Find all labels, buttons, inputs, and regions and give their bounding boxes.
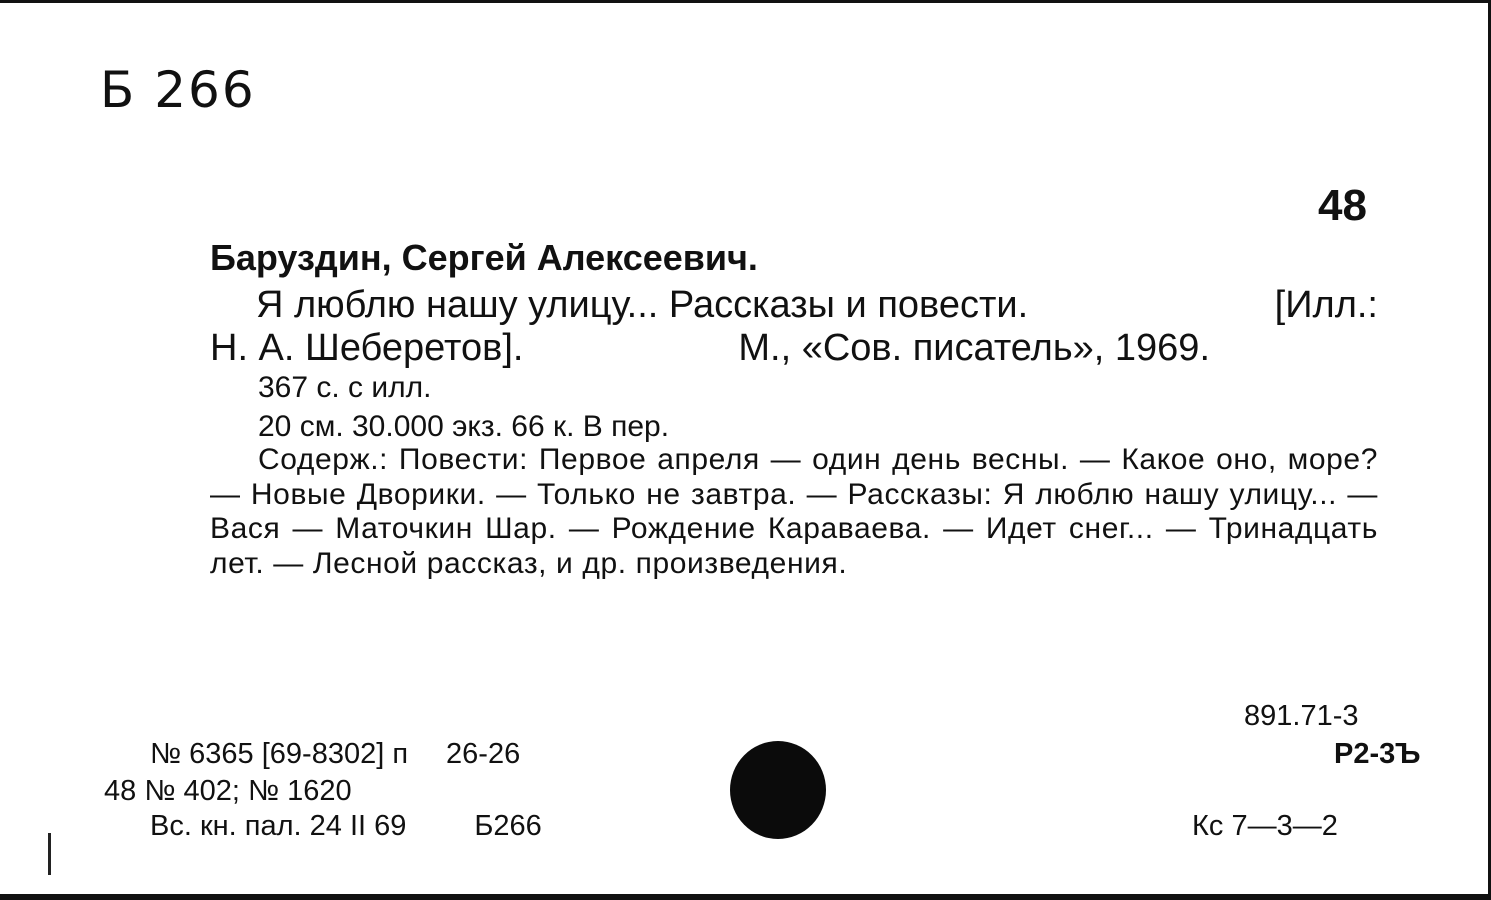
footer-copies-line: 48 № 402; № 1620: [104, 775, 352, 807]
author-heading: Баруздин, Сергей Алексеевич.: [210, 237, 758, 278]
chamber-code: Б266: [474, 810, 542, 842]
illustrator-name: Н. А. Шеберетов].: [210, 327, 524, 369]
contents-note: Содерж.: Повести: Первое апреля — один день весны. — Какое оно, море? — Новые Дворики. — Только не завтра. — Рассказы: Я люблю нашу улицу... — Вася — Маточкин Шар. — Рождение Караваева. — Идет снег... — Тринадцать лет. — Лесной рассказ, и др. произведения.: [210, 443, 1378, 580]
title-line-2: [210, 327, 1210, 370]
title-text: Я люблю нашу улицу... Рассказы и повести.: [256, 284, 1029, 326]
footer-chamber-line: [150, 810, 542, 843]
price-code: 26-26: [446, 738, 521, 770]
illustrator-prefix: [Илл.:: [1274, 284, 1378, 326]
handwritten-shelf-code: Р2-3Ъ: [1334, 738, 1421, 770]
author-mark: Кс 7—3—2: [1192, 810, 1338, 842]
imprint: М., «Сов. писатель», 1969.: [738, 327, 1210, 369]
registry-number: № 6365 [69-8302] п: [150, 738, 409, 770]
physical-description-1: 367 с. с илл.: [258, 371, 432, 404]
classification-code: 891.71-3: [1244, 700, 1359, 732]
card-number: 48: [1318, 181, 1367, 230]
call-number: Б 266: [100, 61, 256, 119]
title-line-1: [256, 284, 1378, 327]
footer-registry-line: [150, 738, 520, 771]
physical-description-2: 20 см. 30.000 экз. 66 к. В пер.: [258, 410, 670, 443]
chamber-date: Вс. кн. пал. 24 II 69: [150, 810, 407, 842]
edge-mark: [48, 833, 51, 875]
punch-hole: [730, 741, 826, 839]
